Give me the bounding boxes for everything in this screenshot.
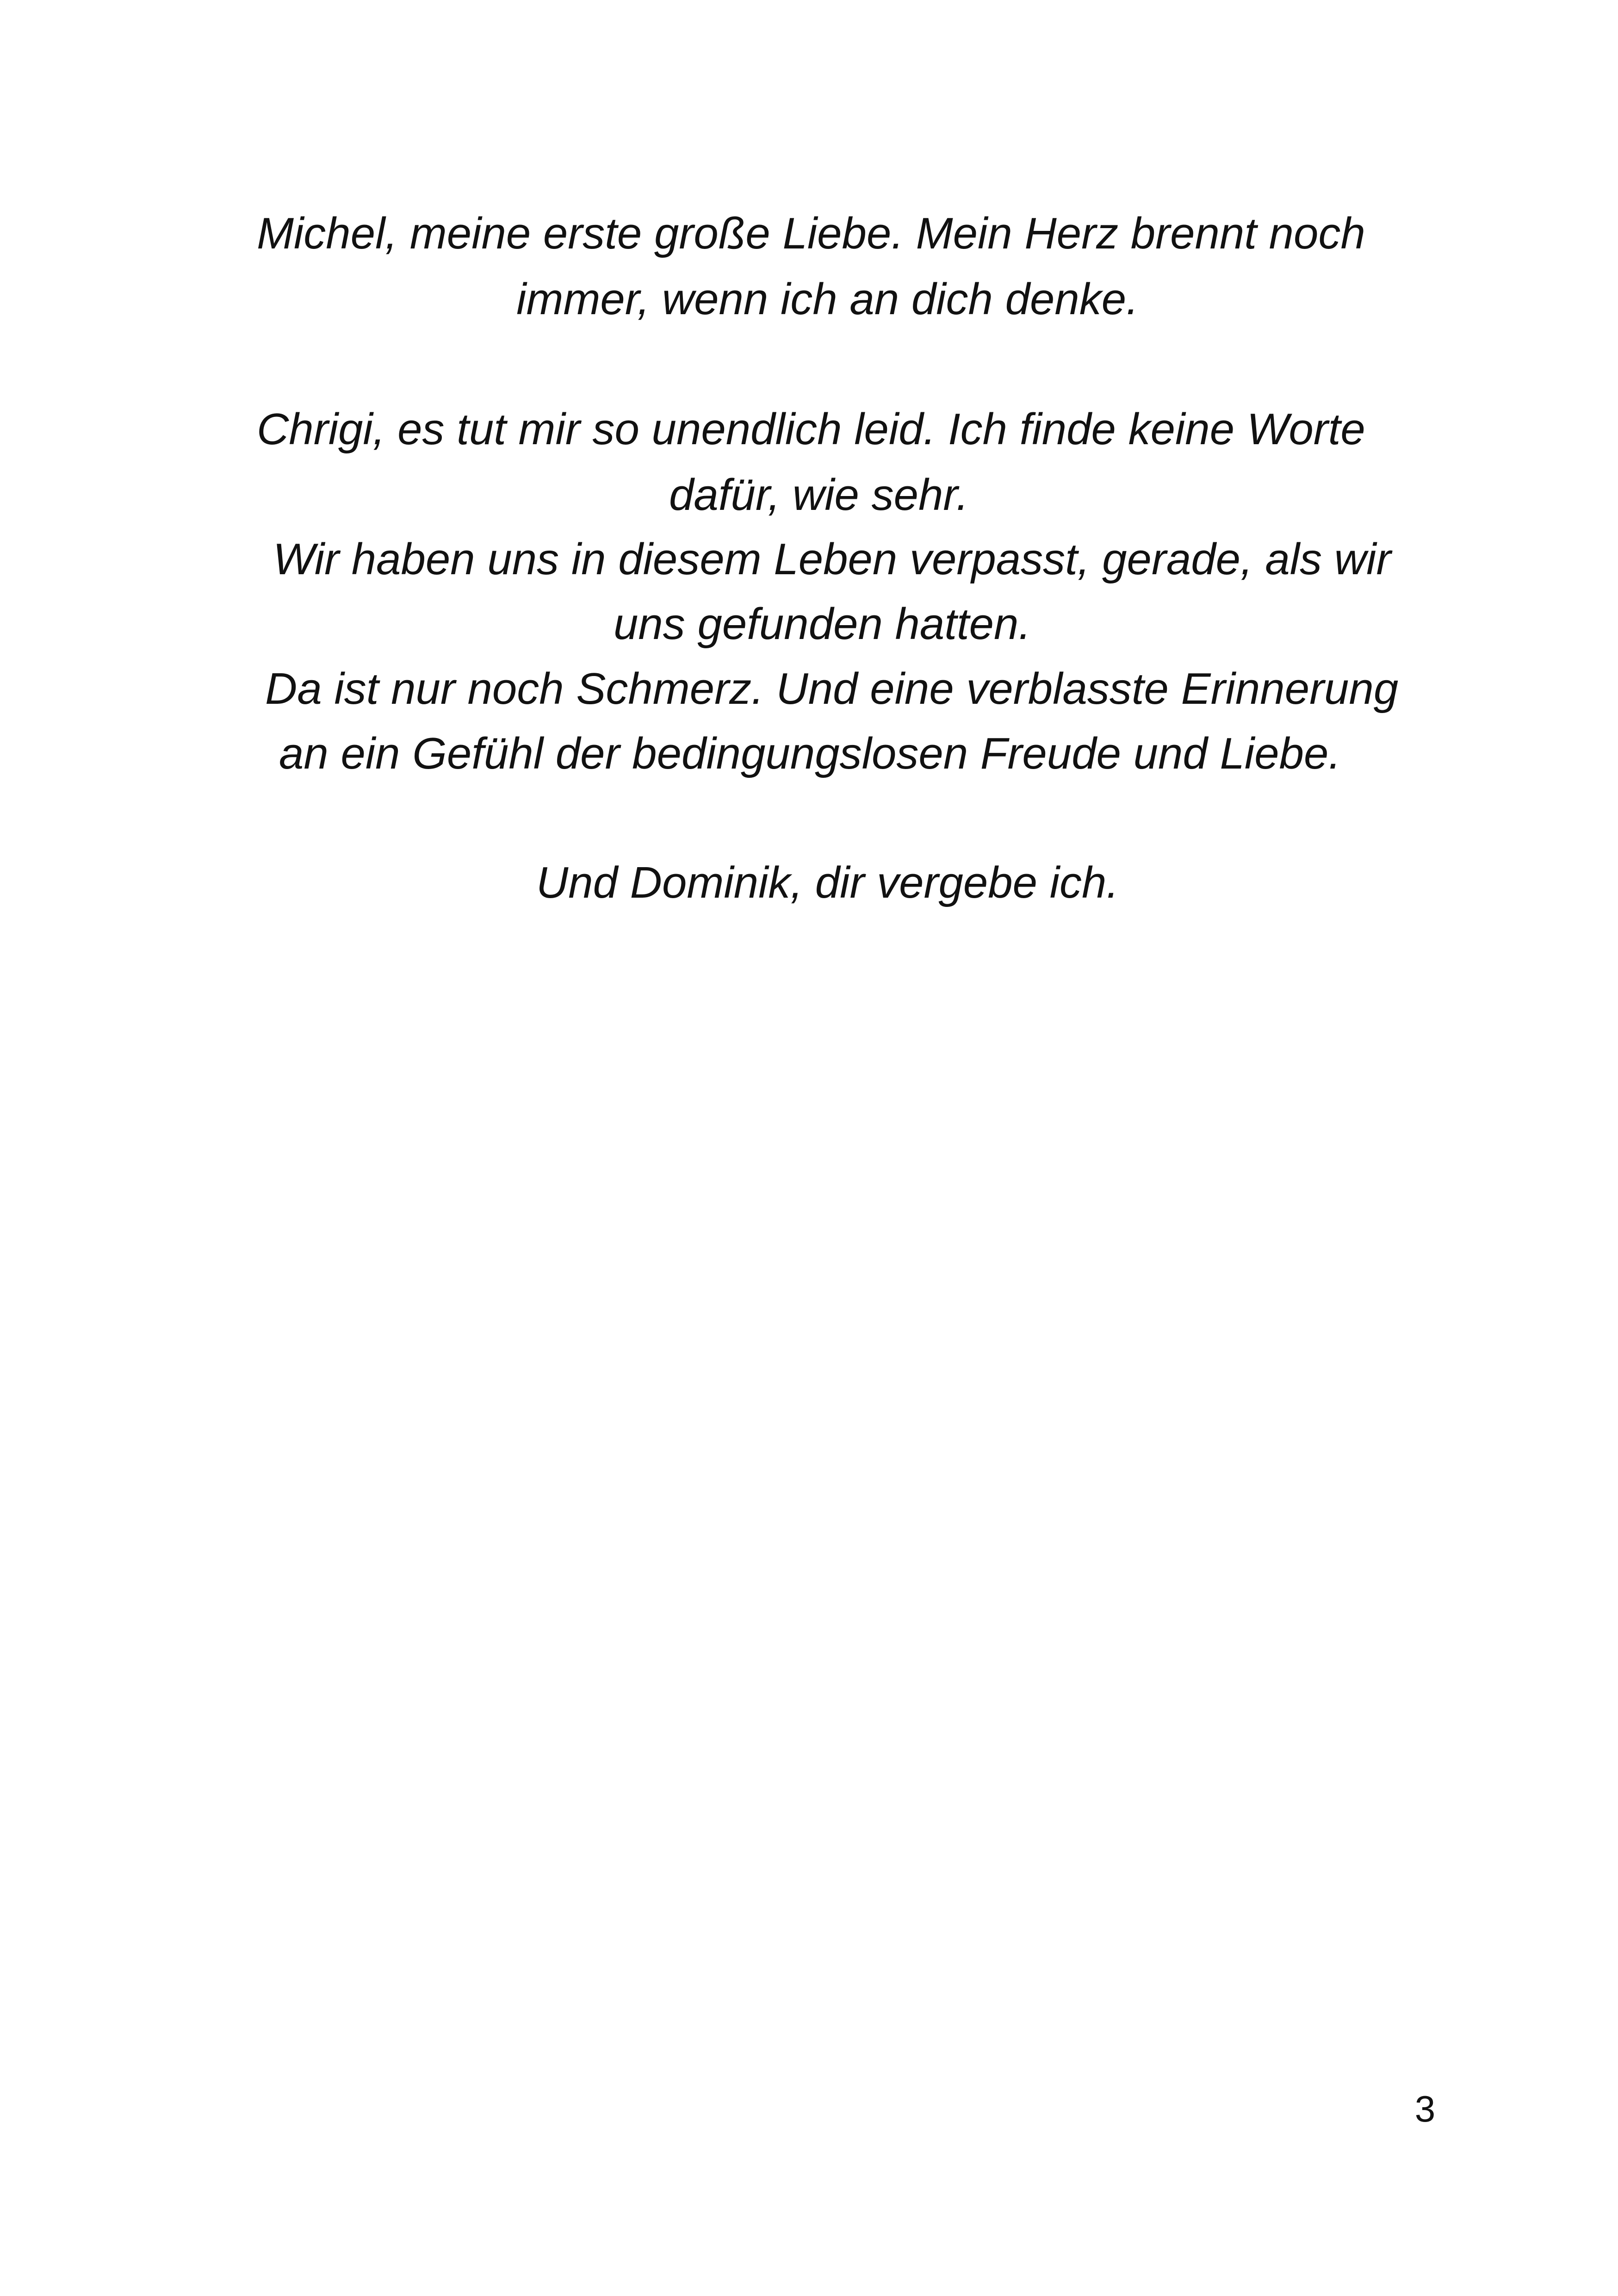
text-line: Michel, meine erste große Liebe. Mein Herz brennt noch [257, 209, 1365, 258]
text-line: dafür, wie sehr. [669, 470, 969, 520]
text-line: Und Dominik, dir vergebe ich. [536, 858, 1119, 907]
text-line: Chrigi, es tut mir so unendlich leid. Ich finde keine Worte [257, 404, 1365, 454]
page-number: 3 [1414, 2088, 1436, 2129]
text-line: immer, wenn ich an dich denke. [516, 274, 1139, 324]
text-line: Da ist nur noch Schmerz. Und eine verblasste Erinnerung [265, 664, 1399, 714]
text-line: Wir haben uns in diesem Leben verpasst, gerade, als wir [273, 534, 1391, 584]
text-line: uns gefunden hatten. [614, 599, 1031, 649]
text-line: an ein Gefühl der bedingungslosen Freude und Liebe. [279, 729, 1341, 778]
